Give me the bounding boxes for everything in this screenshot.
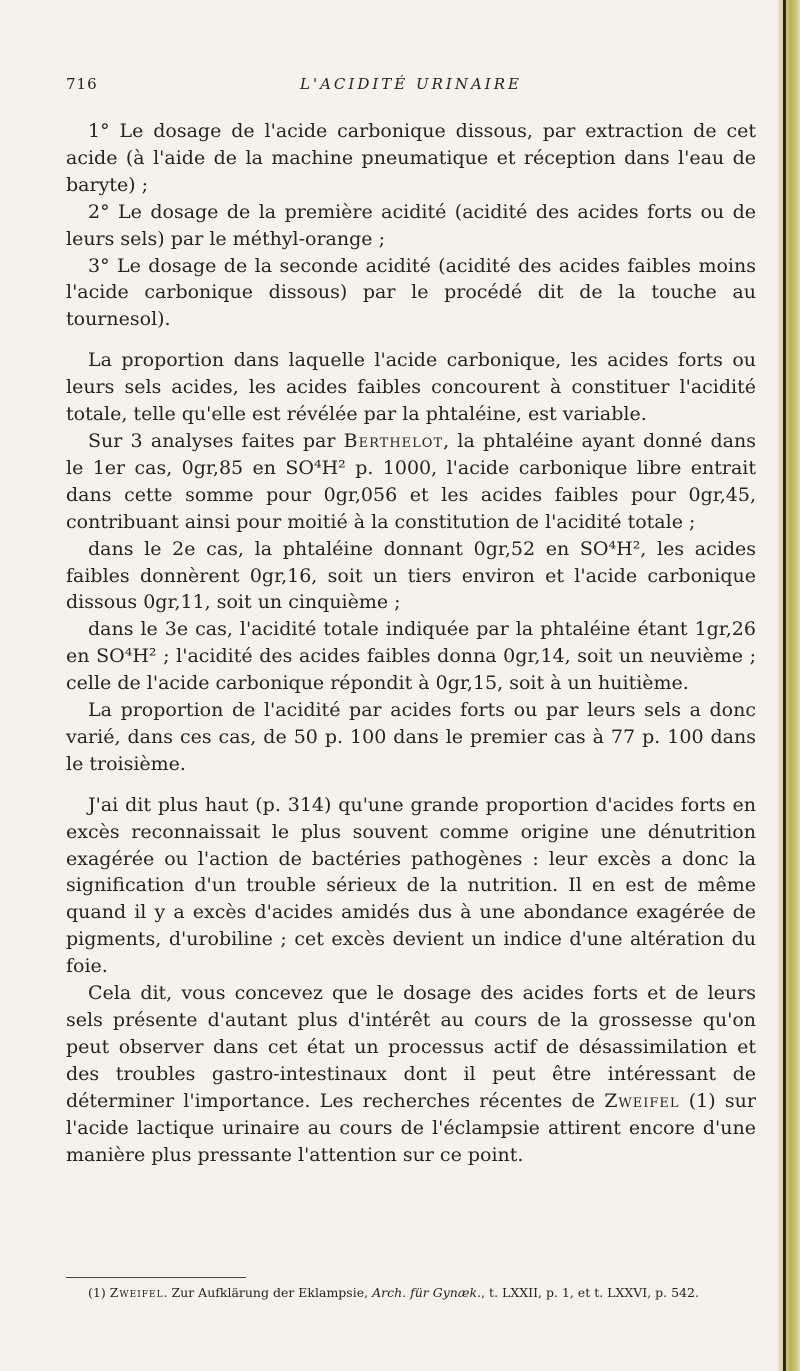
berthelot-text-before: Sur 3 analyses faites par xyxy=(88,429,344,452)
paragraph-berthelot xyxy=(66,428,756,536)
closing-text-after: (1) sur l'acide lactique urinaire au cours de l'éclampsie attirent encore d'une manière plus pressante l'attention sur ce point. xyxy=(66,1089,756,1166)
footnote-divider xyxy=(66,1277,246,1278)
footnote-author: Zweifel xyxy=(109,1285,164,1300)
page-header xyxy=(66,75,756,99)
page-edge-line xyxy=(783,0,786,1371)
list-item-3: 3° Le dosage de la seconde acidité (acidité des acides faibles moins l'acide carbonique dissous) par le procédé dit de la touche au tournesol). xyxy=(66,254,756,331)
page-number: 716 xyxy=(66,75,98,93)
footnote-reference: , t. LXXII, p. 1, et t. LXXVI, p. 542. xyxy=(481,1285,699,1300)
author-berthelot: Berthelot xyxy=(343,429,444,452)
paragraph-case-2: dans le 2e cas, la phtaléine donnant 0gr,52 en SO⁴H², les acides faibles donnèrent 0gr,16, soit un tiers environ et l'acide carbonique dissous 0gr,11, soit un cinquième ; xyxy=(66,537,756,614)
page-edge-binding xyxy=(778,0,800,1371)
author-zweifel: Zweifel xyxy=(604,1089,680,1112)
list-item-1: 1° Le dosage de l'acide carbonique dissous, par extraction de cet acide (à l'aide de la machine pneumatique et réception dans l'eau de baryte) ; xyxy=(66,120,756,196)
footnote-marker: (1) xyxy=(88,1285,110,1300)
footnote-journal: Arch. für Gynæk. xyxy=(372,1285,482,1300)
body-text xyxy=(66,118,756,1168)
closing-text-before: Cela dit, vous concevez que le dosage des acides forts et de leurs sels présente d'autant plus d'intérêt au cours de la grossesse qu'on peut observer dans cet état un processus actif de désassimilation et des troubles gastro-intestinaux dont il peut être intéressant de déterminer l'importance. Les recherches récentes de xyxy=(66,982,756,1112)
paragraph-acides-forts: J'ai dit plus haut (p. 314) qu'une grande proportion d'acides forts en excès reconnaissait le plus souvent comme origine une dénutrition exagérée ou l'action de bactéries pathogènes : leur excès a donc la signification d'un trouble sérieux de la nutrition. Il en est de même quand il y a excès d'acides amidés dus à une abondance exagérée de pigments, d'urobiline ; cet excès devient un indice d'une altération du foie. xyxy=(66,793,756,978)
paragraph-grossesse xyxy=(66,980,756,1168)
paragraph-variation: La proportion de l'acidité par acides forts ou par leurs sels a donc varié, dans ces cas, de 50 p. 100 dans le premier cas à 77 p. 100 dans le troisième. xyxy=(66,699,756,775)
running-title: L'ACIDITÉ URINAIRE xyxy=(300,75,522,93)
paragraph-case-3: dans le 3e cas, l'acidité totale indiquée par la phtaléine étant 1gr,26 en SO⁴H² ; l'acidité des acides faibles donna 0gr,14, soit un neuvième ; celle de l'acide carbonique répondit à 0gr,15, soit à un huitième. xyxy=(66,618,756,695)
footnote xyxy=(66,1284,756,1301)
footnote-title: . Zur Aufklärung der Eklampsie, xyxy=(163,1285,373,1300)
list-item-2: 2° Le dosage de la première acidité (acidité des acides forts ou de leurs sels) par le méthyl-orange ; xyxy=(66,200,756,250)
berthelot-text-after: , la phtaléine ayant donné dans le 1er cas, 0gr,85 en SO⁴H² p. 1000, l'acide carbonique libre entrait dans cette somme pour 0gr,056 et les acides faibles pour 0gr,45, contribuant ainsi pour moitié à la constitution de l'acidité totale ; xyxy=(66,429,756,533)
paragraph-proportion: La proportion dans laquelle l'acide carbonique, les acides forts ou leurs sels acides, les acides faibles concourent à constituer l'acidité totale, telle qu'elle est révélée par la phtaléine, est variable. xyxy=(66,349,756,426)
